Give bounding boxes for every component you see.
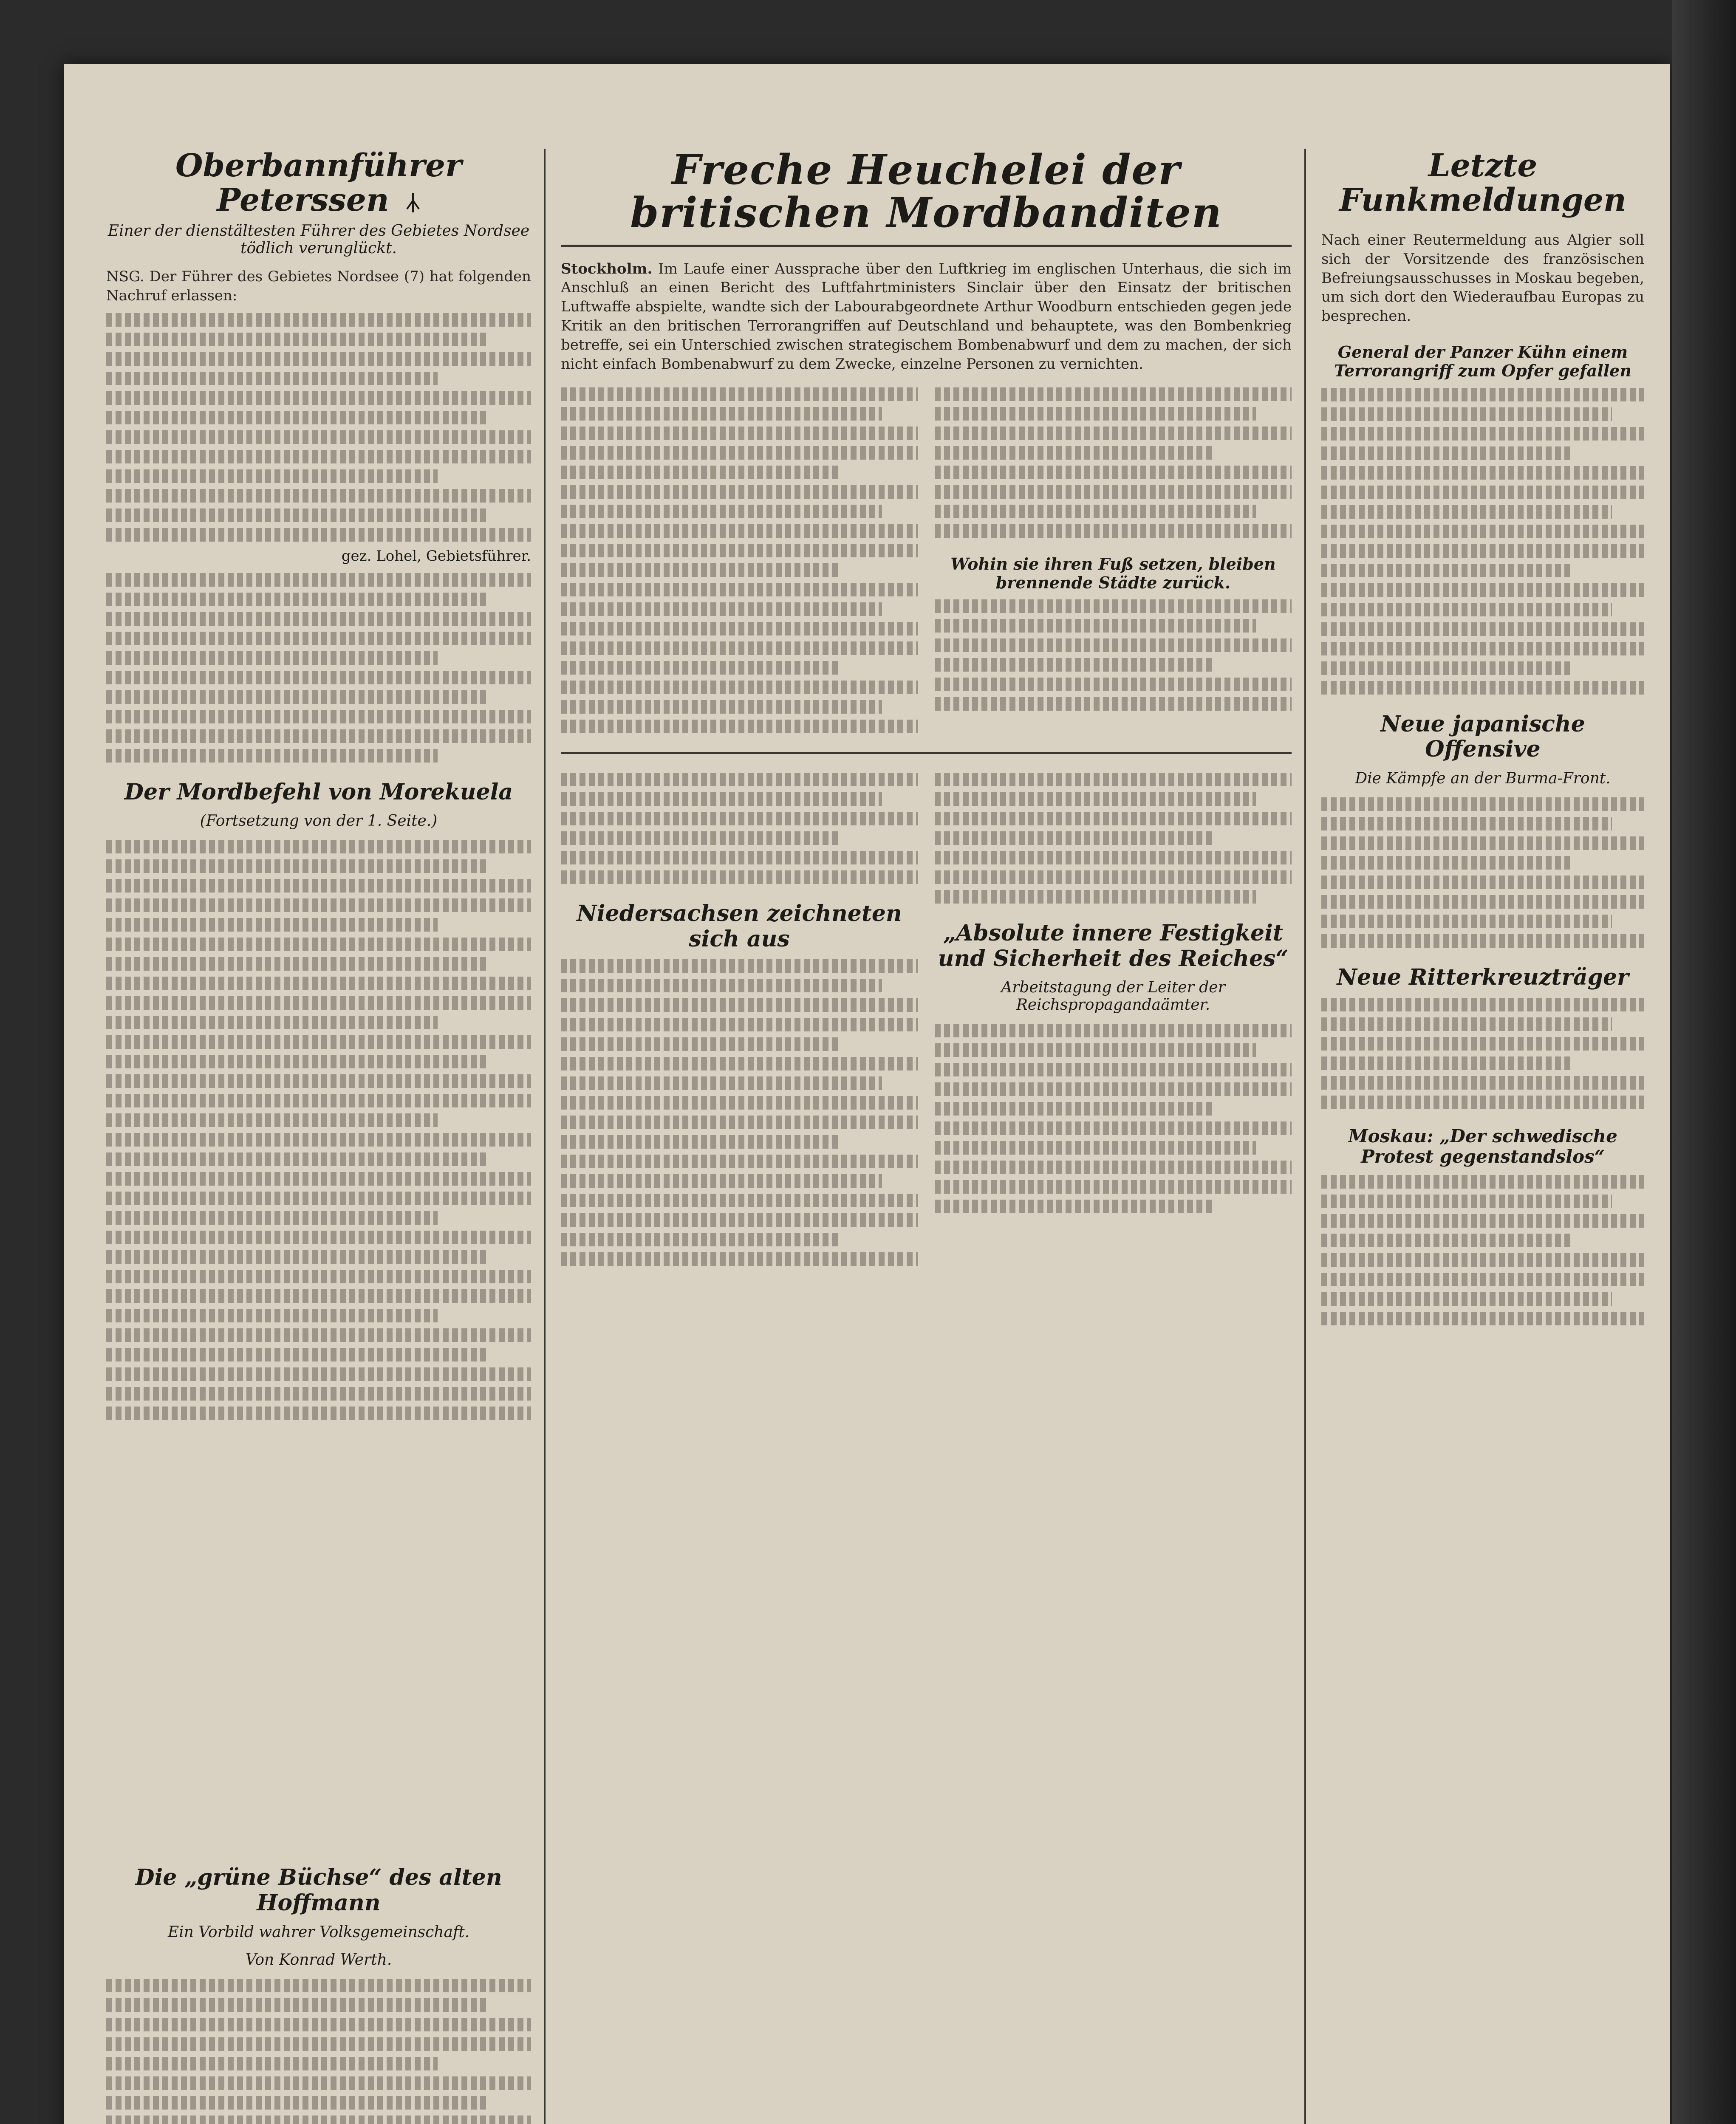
rune-icon	[406, 192, 420, 213]
article-title-peterssen: Oberbannführer Peterssen	[175, 149, 462, 219]
column-rule	[1304, 149, 1306, 2124]
subheadline-kuehn: General der Panzer Kühn einem Terrorangriff zum Opfer gefallen	[1334, 342, 1631, 380]
article-title-mordbefehl: Der Mordbefehl von Morekuela	[124, 779, 513, 805]
subheadline-niedersachsen: Niedersachsen zeichneten sich aus	[577, 900, 902, 952]
subheadline-festigkeit: „Absolute innere Festigkeit und Sicherheit des Reiches“	[938, 920, 1289, 972]
feature-hoffmann	[106, 1848, 531, 2124]
article-title-hoffmann: Die „grüne Büchse“ des alten Hoffmann	[135, 1864, 502, 1916]
lead-paragraph: Stockholm. Im Laufe einer Aussprache über den Luftkrieg im englischen Unterhaus, die sich im Anschluß an einen Bericht des Luftfahrtministers Sinclair über den Einsatz der britischen Luftwaffe abspielte, wandte sich der Labourabgeordnete Arthur Woodburn entschieden gegen jede Kritik an den britischen Terrorangriffen auf Deutschland und behauptete, was den Bombenkrieg betreffe, sei ein Unterschied zwischen strategischem Bombenabwurf und dem zu machen, der sich nicht einfach Bombenabwurf zu dem Zwecke, einzelne Personen zu vernichten.	[561, 260, 1292, 373]
newspaper-page	[64, 64, 1670, 2124]
left-column	[106, 149, 531, 2124]
article-signature: gez. Lohel, Gebietsführer.	[341, 547, 531, 565]
article-kicker: (Fortsetzung von der 1. Seite.)	[200, 812, 438, 830]
article-kicker: Arbeitstagung der Leiter der Reichspropagandaämter.	[1001, 979, 1225, 1014]
scanner-edge	[1672, 0, 1736, 2124]
center-column	[561, 149, 1292, 2124]
article-kicker: Einer der dienstältesten Führer des Gebietes Nordsee tödlich verunglückt.	[107, 222, 530, 257]
article-author: Von Konrad Werth.	[245, 1951, 392, 1969]
section-title-funkmeldungen: Letzte Funkmeldungen	[1339, 149, 1626, 219]
subheadline-moskau: Moskau: „Der schwedische Protest gegenstandslos“	[1348, 1125, 1617, 1167]
article-kicker: Ein Vorbild wahrer Volksgemeinschaft.	[167, 1923, 470, 1941]
column-rule	[544, 149, 546, 2124]
subheadline-wohin: Wohin sie ihren Fuß setzen, bleiben brennende Städte zurück.	[950, 554, 1276, 592]
subheadline-offensive: Neue japanische Offensive	[1380, 711, 1585, 763]
article-kicker: Die Kämpfe an der Burma-Front.	[1355, 770, 1611, 788]
subheadline-ritterkreuz: Neue Ritterkreuzträger	[1337, 964, 1629, 991]
article-intro: NSG. Der Führer des Gebietes Nordsee (7) hat folgenden Nachruf erlassen:	[106, 268, 531, 304]
right-column	[1321, 149, 1644, 2124]
news-item: Nach einer Reutermeldung aus Algier soll sich der Vorsitzende des französischen Befreiungsausschusses in Moskau begeben, um sich dort den Wiederaufbau Europas zu besprechen.	[1321, 231, 1644, 325]
main-headline: Freche Heuchelei der britischen Mordbanditen	[630, 149, 1222, 237]
